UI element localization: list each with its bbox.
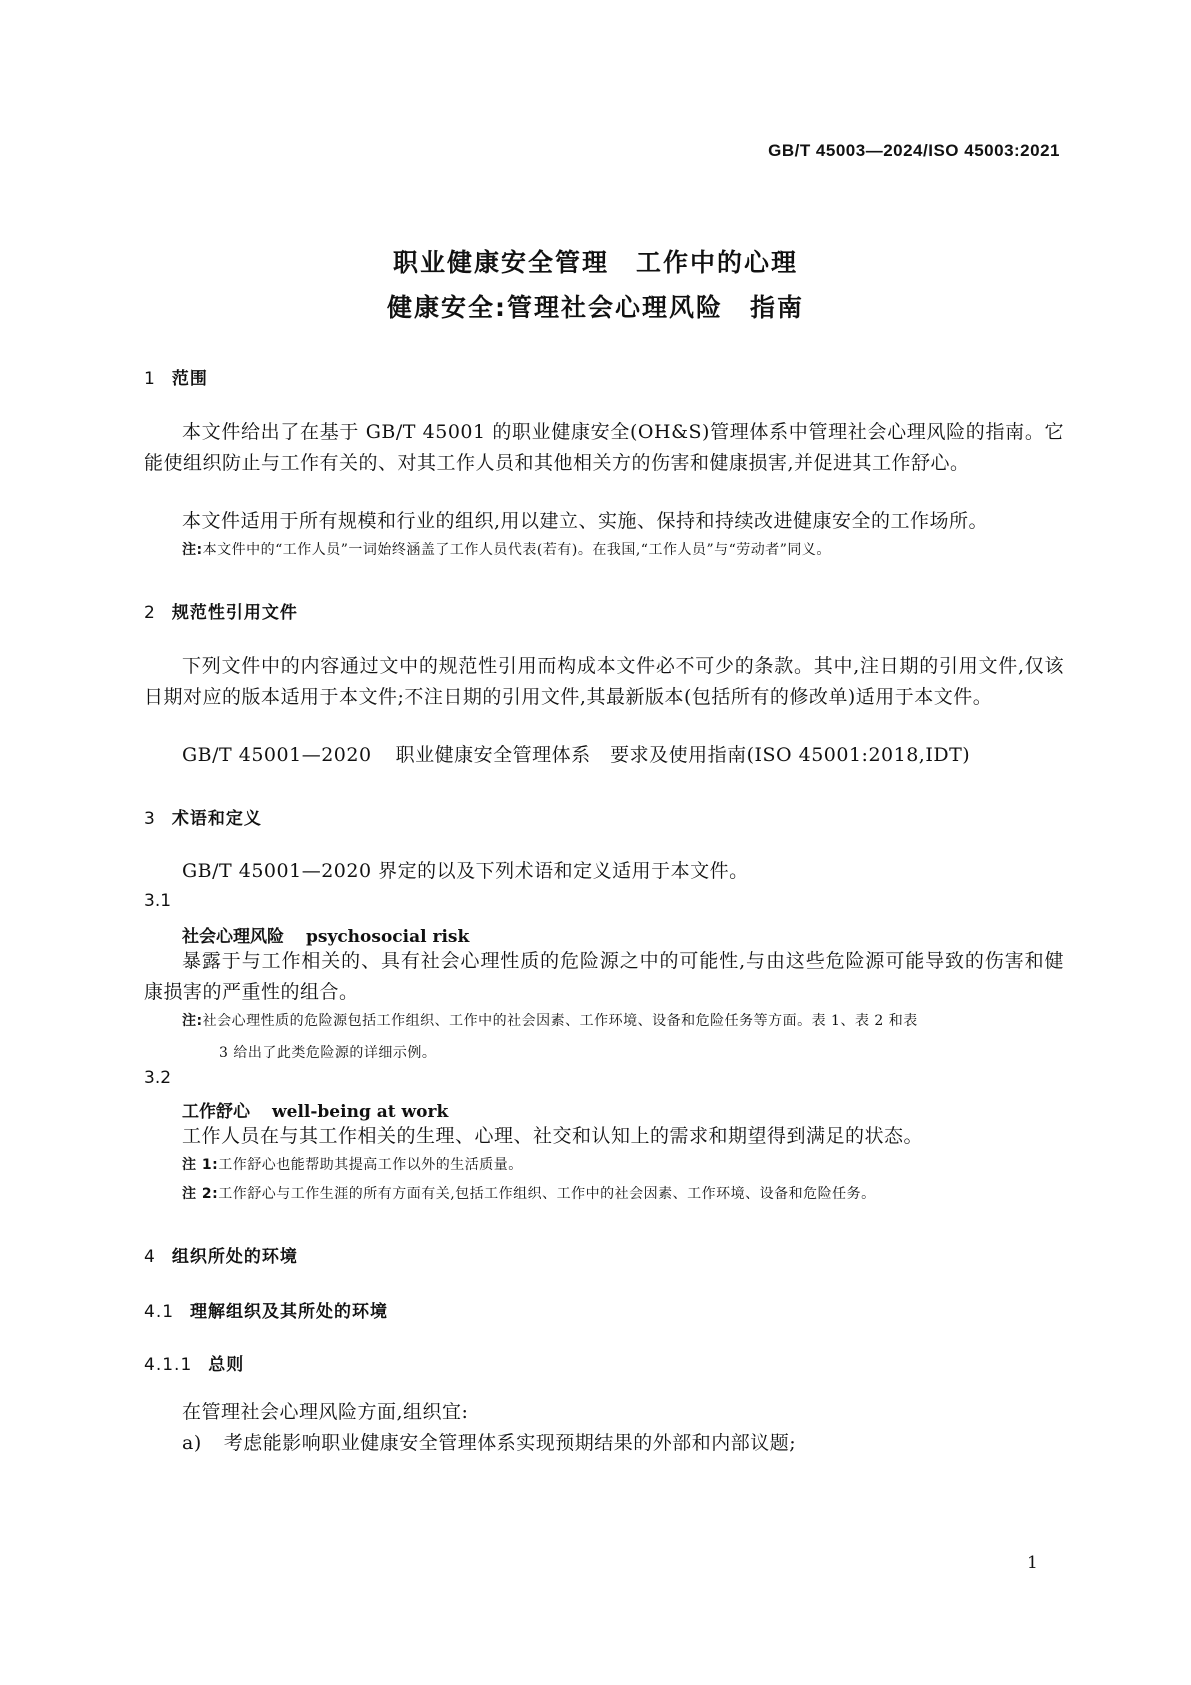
section-1-note xyxy=(182,537,1064,564)
normative-reference xyxy=(182,740,1062,771)
term-3-1-name xyxy=(182,922,469,947)
section-title: 术语和定义 xyxy=(171,809,262,829)
section-2-heading xyxy=(144,598,298,623)
section-title: 规范性引用文件 xyxy=(171,603,298,623)
section-number: 4.1.1 xyxy=(144,1355,193,1375)
section-1-paragraph-2: 本文件适用于所有规模和行业的组织,用以建立、实施、保持和持续改进健康安全的工作场所。 xyxy=(182,510,989,532)
section-title: 总则 xyxy=(208,1355,245,1375)
term-en: psychosocial risk xyxy=(306,927,470,947)
term-3-1-note-continuation: 3 给出了此类危险源的详细示例。 xyxy=(219,1045,437,1061)
term-3-2-number: 3.2 xyxy=(144,1068,172,1088)
term-3-1-number: 3.1 xyxy=(144,891,172,911)
note-label: 注: xyxy=(182,542,203,558)
term-3-2-definition: 工作人员在与其工作相关的生理、心理、社交和认知上的需求和期望得到满足的状态。 xyxy=(182,1125,924,1147)
note-text: 社会心理性质的危险源包括工作组织、工作中的社会因素、工作环境、设备和危险任务等方面。表 1、表 2 和表 xyxy=(202,1013,918,1029)
section-number: 1 xyxy=(144,369,156,389)
section-title: 范围 xyxy=(171,369,208,389)
section-4-1-1-paragraph-1: 在管理社会心理风险方面,组织宜: xyxy=(182,1401,469,1423)
term-3-2-note-1 xyxy=(182,1152,1064,1179)
section-number: 3 xyxy=(144,809,156,829)
standard-code: GB/T 45003—2024/ISO 45003:2021 xyxy=(768,141,1060,160)
reference-code: GB/T 45001—2020 xyxy=(182,744,372,766)
term-zh: 工作舒心 xyxy=(182,1102,250,1122)
section-4-1-heading xyxy=(144,1297,388,1322)
note-label: 注 1: xyxy=(182,1157,219,1173)
term-3-2-note-2 xyxy=(182,1181,1064,1208)
term-3-1-definition: 暴露于与工作相关的、具有社会心理性质的危险源之中的可能性,与由这些危险源可能导致的伤害和健康损害的严重性的组合。 xyxy=(144,950,1064,1003)
note-label: 注 2: xyxy=(182,1186,219,1202)
section-1-paragraph-1: 本文件给出了在基于 GB/T 45001 的职业健康安全(OH&S)管理体系中管理社会心理风险的指南。它能使组织防止与工作有关的、对其工作人员和其他相关方的伤害和健康损害,并促进其工作舒心。 xyxy=(144,421,1064,474)
section-4-1-1-heading xyxy=(144,1350,244,1375)
note-text: 本文件中的“工作人员”一词始终涵盖了工作人员代表(若有)。在我国,“工作人员”与“劳动者”同义。 xyxy=(202,542,831,558)
reference-title: 职业健康安全管理体系 要求及使用指南(ISO 45001:2018,IDT) xyxy=(395,744,971,766)
note-text: 工作舒心与工作生涯的所有方面有关,包括工作组织、工作中的社会因素、工作环境、设备和危险任务。 xyxy=(218,1186,876,1202)
section-title: 理解组织及其所处的环境 xyxy=(190,1302,389,1322)
note-label: 注: xyxy=(182,1013,203,1029)
section-number: 4.1 xyxy=(144,1302,175,1322)
list-item-text: 考虑能影响职业健康安全管理体系实现预期结果的外部和内部议题; xyxy=(223,1432,797,1454)
section-number: 4 xyxy=(144,1247,156,1267)
section-3-paragraph-1: GB/T 45001—2020 界定的以及下列术语和定义适用于本文件。 xyxy=(182,860,749,882)
section-2-paragraph-1: 下列文件中的内容通过文中的规范性引用而构成本文件必不可少的条款。其中,注日期的引用文件,仅该日期对应的版本适用于本文件;不注日期的引用文件,其最新版本(包括所有的修改单)适用于本文件。 xyxy=(144,655,1064,708)
section-title: 组织所处的环境 xyxy=(171,1247,298,1267)
term-3-2-name xyxy=(182,1097,448,1122)
section-number: 2 xyxy=(144,603,156,623)
term-en: well-being at work xyxy=(272,1102,449,1122)
section-3-heading xyxy=(144,804,262,829)
list-item-a xyxy=(182,1428,1062,1459)
note-text: 工作舒心也能帮助其提高工作以外的生活质量。 xyxy=(218,1157,523,1173)
section-1-heading xyxy=(144,364,208,389)
term-3-1-note xyxy=(182,1008,1064,1035)
document-title-line2: 健康安全:管理社会心理风险 指南 xyxy=(387,293,804,322)
document-title-line1: 职业健康安全管理 工作中的心理 xyxy=(392,248,798,277)
page-number: 1 xyxy=(1027,1553,1038,1573)
section-4-heading xyxy=(144,1242,298,1267)
list-item-label: a) xyxy=(182,1432,202,1454)
term-zh: 社会心理风险 xyxy=(182,927,284,947)
